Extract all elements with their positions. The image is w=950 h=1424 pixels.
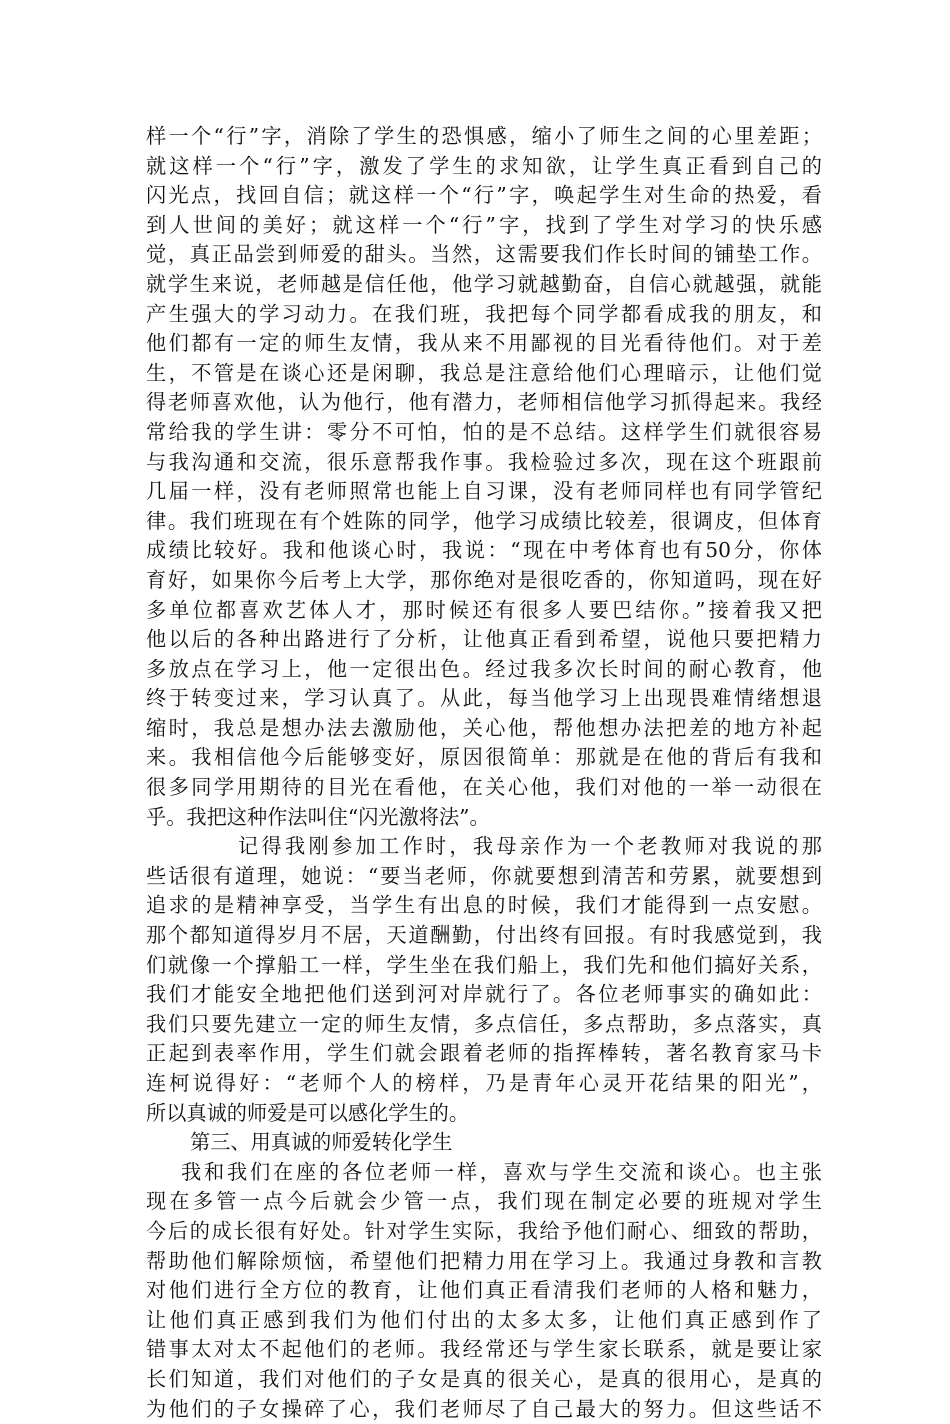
text-line: 很多同学用期待的目光在看他，在关心他，我们对他的一举一动很在 bbox=[146, 775, 822, 800]
text-line: 来。我相信他今后能够变好，原因很简单：那就是在他的背后有我和 bbox=[146, 745, 822, 770]
text-line: 终于转变过来，学习认真了。从此，每当他学习上出现畏难情绪想退 bbox=[146, 686, 822, 711]
text-line: 生，不管是在谈心还是闲聊，我总是注意给他们心理暗示，让他们觉 bbox=[146, 360, 822, 385]
text-line: 帮助他们解除烦恼，希望他们把精力用在学习上。我通过身教和言教 bbox=[146, 1248, 822, 1273]
body-text bbox=[146, 122, 822, 1424]
text-line: 就这样一个“行”字，激发了学生的求知欲，让学生真正看到自己的 bbox=[146, 153, 822, 178]
text-line: 为他们的子女操碎了心，我们老师尽了自己最大的努力。但这些话不 bbox=[146, 1396, 822, 1421]
text-line: 觉，真正品尝到师爱的甜头。当然，这需要我们作长时间的铺垫工作。 bbox=[146, 242, 822, 267]
text-line: 产生强大的学习动力。在我们班，我把每个同学都看成我的朋友，和 bbox=[146, 301, 822, 326]
text-line: 些话很有道理，她说：“要当老师，你就要想到清苦和劳累，就要想到 bbox=[146, 863, 822, 888]
text-line: 让他们真正感到我们为他们付出的太多太多，让他们真正感到作了 bbox=[146, 1307, 822, 1332]
text-line: 正起到表率作用，学生们就会跟着老师的指挥棒转，著名教育家马卡 bbox=[146, 1041, 822, 1066]
text-line: 与我沟通和交流，很乐意帮我作事。我检验过多次，现在这个班跟前 bbox=[146, 449, 822, 474]
text-line: 常给我的学生讲：零分不可怕，怕的是不总结。这样学生们就很容易 bbox=[146, 419, 822, 444]
text-line: 追求的是精神享受，当学生有出息的时候，我们才能得到一点安慰。 bbox=[146, 893, 822, 918]
text-line: 得老师喜欢他，认为他行，他有潜力，老师相信他学习抓得起来。我经 bbox=[146, 390, 822, 415]
text-line: 我们才能安全地把他们送到河对岸就行了。各位老师事实的确如此： bbox=[146, 982, 822, 1007]
text-line: 错事太对太不起他们的老师。我经常还与学生家长联系，就是要让家 bbox=[146, 1337, 822, 1362]
text-line: 缩时，我总是想办法去激励他，关心他，帮他想办法把差的地方补起 bbox=[146, 715, 822, 740]
text-line: 育好，如果你今后考上大学，那你绝对是很吃香的，你知道吗，现在好 bbox=[146, 567, 822, 592]
text-line: 现在多管一点今后就会少管一点，我们现在制定必要的班规对学生 bbox=[146, 1189, 822, 1214]
text-line: 那个都知道得岁月不居，天道酬勤，付出终有回报。有时我感觉到，我 bbox=[146, 923, 822, 948]
text-line: 所以真诚的师爱是可以感化学生的。 bbox=[146, 1100, 470, 1125]
text-line: 几届一样，没有老师照常也能上自习课，没有老师同样也有同学管纪 bbox=[146, 479, 822, 504]
text-line: 到人世间的美好；就这样一个“行”字，找到了学生对学习的快乐感 bbox=[146, 212, 822, 237]
text-line: 连柯说得好：“老师个人的榜样，乃是青年心灵开花结果的阳光”， bbox=[146, 1071, 822, 1095]
text-line: 多放点在学习上，他一定很出色。经过我多次长时间的耐心教育，他 bbox=[146, 656, 822, 681]
text-line: 长们知道，我们对他们的子女是真的很关心，是真的很用心，是真的 bbox=[146, 1366, 822, 1391]
text-line: 成绩比较好。我和他谈心时，我说：“现在中考体育也有50分，你体 bbox=[146, 538, 822, 563]
text-line: 多单位都喜欢艺体人才，那时候还有很多人要巴结你。”接着我又把 bbox=[146, 597, 822, 622]
text-line: 他们都有一定的师生友情，我从来不用鄙视的目光看待他们。对于差 bbox=[146, 331, 822, 356]
text-line: 样一个“行”字，消除了学生的恐惧感，缩小了师生之间的心里差距； bbox=[146, 124, 822, 148]
section-heading: 第三、用真诚的师爱转化学生 bbox=[190, 1130, 453, 1155]
text-line: 今后的成长很有好处。针对学生实际，我给予他们耐心、细致的帮助， bbox=[146, 1218, 822, 1243]
text-line: 对他们进行全方位的教育，让他们真正看清我们老师的人格和魅力， bbox=[146, 1278, 822, 1303]
paragraph-first-line: 记得我刚参加工作时，我母亲作为一个老教师对我说的那 bbox=[238, 834, 822, 859]
text-line: 们就像一个撑船工一样，学生坐在我们船上，我们先和他们搞好关系， bbox=[146, 952, 822, 977]
text-line: 就学生来说，老师越是信任他，他学习就越勤奋，自信心就越强，就能 bbox=[146, 271, 822, 296]
text-line: 我们只要先建立一定的师生友情，多点信任，多点帮助，多点落实，真 bbox=[146, 1011, 822, 1036]
paragraph-first-line: 我和我们在座的各位老师一样，喜欢与学生交流和谈心。也主张 bbox=[181, 1159, 822, 1184]
text-line: 闪光点，找回自信；就这样一个“行”字，唤起学生对生命的热爱，看 bbox=[146, 183, 822, 208]
text-line: 他以后的各种出路进行了分析，让他真正看到希望，说他只要把精力 bbox=[146, 627, 822, 652]
text-line: 律。我们班现在有个姓陈的同学，他学习成绩比较差，很调皮，但体育 bbox=[146, 508, 822, 533]
text-line: 乎。我把这种作法叫住“闪光激将法”。 bbox=[146, 804, 490, 829]
